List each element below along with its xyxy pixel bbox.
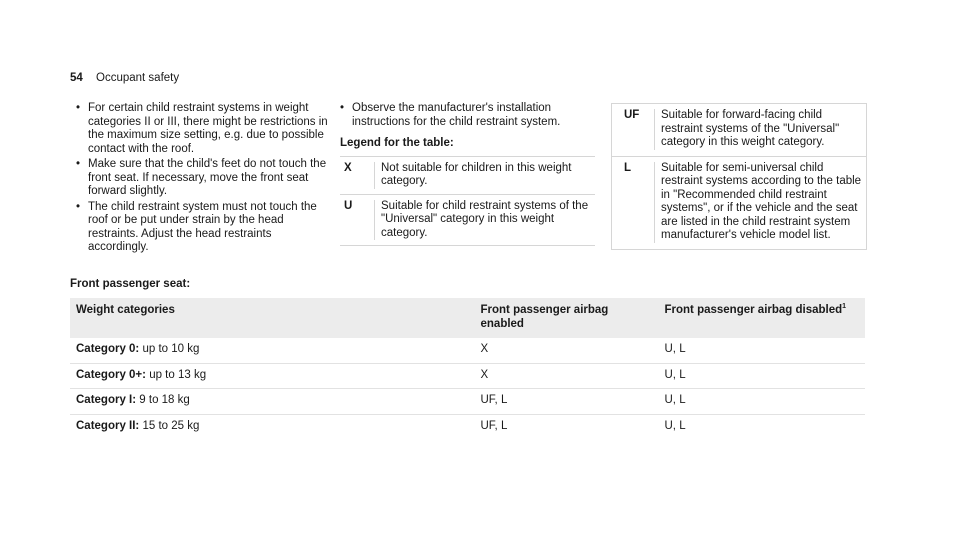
airbag-disabled-cell: U, L [658, 363, 865, 389]
category-range: 9 to 18 kg [139, 394, 190, 406]
left-bullet-list [76, 102, 328, 257]
weight-category-table [70, 298, 865, 439]
legend-row [612, 156, 866, 249]
legend-text: Not suitable for children in this weight category. [374, 162, 595, 189]
legend-text: Suitable for forward-facing child restraint systems of the "Universal" category in this weight category. [654, 109, 866, 150]
airbag-enabled-cell: X [474, 363, 658, 389]
legend-key: L [624, 161, 632, 174]
section-title: Occupant safety [96, 72, 180, 84]
category-label: Category 0+: [76, 368, 146, 381]
airbag-disabled-cell: U, L [658, 338, 865, 363]
airbag-enabled-cell: X [474, 338, 658, 363]
legend-row [340, 157, 595, 194]
table-header-row [70, 298, 865, 338]
category-cell [70, 414, 474, 439]
legend-row [612, 104, 866, 156]
list-item: • Make sure that the child's feet do not touch the front seat. If necessary, move the front seat forward slightly. [76, 158, 328, 199]
legend-text: Suitable for semi-universal child restraint systems according to the table in "Recommended child restraint systems", or if the vehicle and the seat are listed in the child restraint system manufacturer's vehicle model list. [654, 162, 866, 243]
page-header [70, 72, 179, 86]
category-range: 15 to 25 kg [142, 419, 200, 432]
column-header [658, 298, 865, 338]
legend-title: Legend for the table: [340, 137, 454, 149]
list-item: • For certain child restraint systems in weight categories II or III, there might be restrictions in the maximum size setting, e.g. due to possible contact with the roof. [76, 102, 328, 156]
legend-text: Suitable for child restraint systems of the "Universal" category in this weight category. [374, 200, 595, 241]
legend-table [340, 156, 595, 247]
airbag-enabled-cell: UF, L [480, 419, 508, 432]
column-header: Weight categories [70, 298, 474, 338]
legend-row [340, 194, 595, 246]
airbag-enabled-cell: UF, L [474, 389, 658, 415]
list-item: • Observe the manufacturer's installation instructions for the child restraint system. [340, 102, 595, 129]
legend-key: U [344, 199, 353, 212]
column-header-label: Front passenger airbag disabled [664, 304, 843, 316]
category-cell [70, 389, 474, 415]
table-row [70, 338, 865, 363]
legend-table-right [611, 103, 867, 250]
category-range: up to 13 kg [149, 368, 207, 381]
airbag-disabled-cell: U, L [658, 389, 865, 415]
table-row [70, 363, 865, 389]
category-range: up to 10 kg [142, 343, 200, 355]
list-item: • The child restraint system must not touch the roof or be put under strain by the head restraints. Adjust the head restraints accordingly. [76, 201, 328, 255]
airbag-disabled-cell: U, L [664, 419, 686, 432]
category-label: Category II: [76, 419, 140, 432]
category-label: Category 0: [76, 343, 140, 355]
middle-column [340, 102, 595, 246]
category-label: Category I: [76, 394, 137, 406]
table-row [70, 389, 865, 415]
table-row [70, 414, 865, 439]
legend-key: X [344, 161, 352, 174]
front-passenger-seat-heading: Front passenger seat: [70, 278, 191, 290]
category-cell [70, 363, 474, 389]
page-number: 54 [70, 72, 83, 84]
footnote-marker: 1 [842, 303, 847, 311]
category-cell [70, 338, 474, 363]
column-header: Front passenger airbag enabled [474, 298, 658, 338]
legend-key: UF [624, 109, 640, 121]
